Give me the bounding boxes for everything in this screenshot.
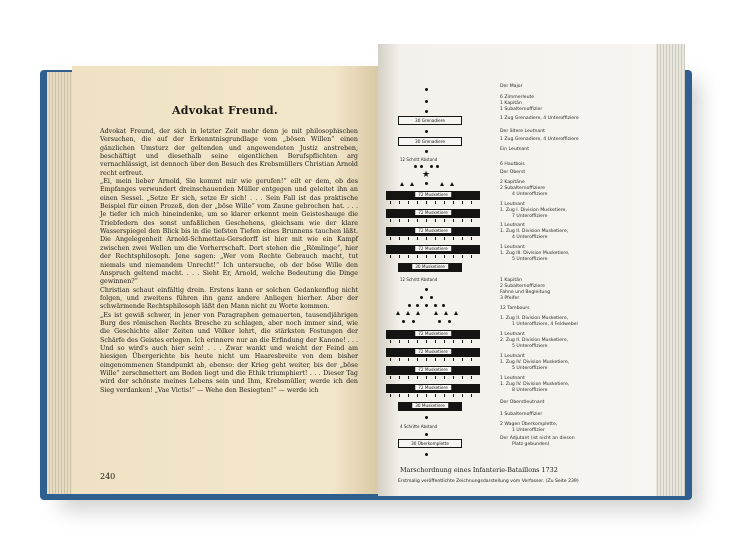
column-bar [386, 366, 480, 375]
legend-line: Der ältere Leutnant [500, 129, 545, 134]
marker-dot [402, 320, 405, 323]
bar-label: 30 Überkomplette [408, 441, 452, 446]
marker-dot [438, 320, 441, 323]
column-bar [386, 384, 480, 393]
column-bar [398, 116, 462, 125]
rank-ticks [390, 394, 476, 397]
distance-label: 4 Schritte Abstand [400, 424, 438, 429]
column-bar [386, 209, 480, 218]
marker-dot [436, 165, 439, 168]
bar-label: 30 Musketiere [412, 403, 448, 408]
rank-ticks [390, 219, 476, 222]
marker-dot [416, 304, 419, 307]
marker-dot [448, 320, 451, 323]
paragraph: „Es ist gewiß schwer, in jener von Paragraphen gemauerten, tausendjährigen Burg des römischen Rechts Bresche zu schlagen, aber noch immer sind, wie die Geschichte aller Zeiten und Völker lehrt, die stärksten Festungen der Schärfe des Geistes erlegen. Ich erinnere nur an die Erfindung der Kanone! . . . Und so wird's auch hier sein! . . . Zwar wankt und weicht der Feind am hiesigen Übergerichte bis heute nicht um Haaresbreite von dem bisher eingenommenen Standpunkt ab, ebenso: der Krieg geht weiter, bis der „böse Wille“ zerschmettert am Boden liegt und die Ethik triumphiert! . . . Dieser Tag wird der schönste meines Lebens sein und Ihm, Krebsmüller, werde ich den Sieg verdanken! „Vae Victis!“ — Wehe den Besiegten!“ — werde ich [100, 311, 358, 394]
legend-line: Ein Leutnant [500, 147, 530, 152]
officer-triangle-icon [406, 311, 410, 315]
legend-line: 7 Unteroffiziere [512, 214, 548, 219]
rank-ticks [390, 376, 476, 379]
commander-star-icon: ★ [422, 170, 431, 180]
legend-line: Der Oberst [500, 170, 526, 175]
legend-line: 3 Pfeifer [500, 296, 520, 301]
legend-line: 2 Wagen Überkomplette, [500, 422, 558, 427]
legend-line: 2. Zug II. Division Musketiere, [500, 338, 569, 343]
bar-label: 30 Grenadiere [412, 139, 448, 144]
bar-label: 30 Grenadiere [412, 118, 448, 123]
legend-line: 1. Zug IV. Division Musketiere, [500, 382, 570, 387]
legend-line: 2 Kapitäne [500, 180, 525, 185]
legend-line: 1 Kapitän [500, 101, 522, 106]
rank-ticks [390, 358, 476, 361]
legend-line: 1 Leutnant [500, 202, 525, 207]
legend-line: 1 Subalternoffizier [500, 107, 543, 112]
legend-line: Platz gebunden) [512, 442, 550, 447]
marker-dot [425, 100, 428, 103]
distance-label: 12 Schritt Abstand [400, 277, 438, 282]
officer-triangle-icon [444, 311, 448, 315]
column-bar [398, 402, 462, 411]
marker-dot [425, 304, 428, 307]
rank-ticks [390, 340, 476, 343]
bar-label: 72 Musketiere [415, 228, 451, 233]
marker-dot [430, 296, 433, 299]
rank-ticks [390, 255, 476, 258]
marker-dot [430, 165, 433, 168]
officer-triangle-icon [450, 182, 454, 186]
bar-label: 72 Musketiere [415, 192, 451, 197]
officer-triangle-icon [410, 182, 414, 186]
marker-dot [408, 304, 411, 307]
legend-line: Der Oberstleutnant [500, 400, 545, 405]
legend-line: 4 Unteroffiziere [512, 235, 548, 240]
rank-ticks [390, 237, 476, 240]
column-bar [386, 348, 480, 357]
officer-triangle-icon [440, 182, 444, 186]
legend-line: 1 Leutnant [500, 354, 525, 359]
marker-dot [425, 88, 428, 91]
figure-subcaption: Erstmalig veröffentlichte Zeichnungsdarstellung vom Verfasser. (Zu Seite 239) [398, 479, 579, 484]
marker-dot [425, 110, 428, 113]
column-bar [398, 263, 462, 272]
bar-label: 72 Musketiere [415, 246, 451, 251]
distance-label: 12 Schritt Abstand [400, 157, 438, 162]
marker-dot [420, 296, 423, 299]
marker-dot [425, 453, 428, 456]
right-page [378, 44, 656, 496]
bar-label: 72 Musketiere [415, 331, 451, 336]
marker-dot [425, 433, 428, 436]
legend-line: 5 Unteroffiziere [512, 344, 548, 349]
officer-triangle-icon [396, 311, 400, 315]
paragraph: „Ei, mein lieber Arnold, Sie kommt mir wie gerufen!“ eilt er dem, ob des Empfanges verwundert dreinschauenden Müller entgegen und geleitet ihn an einen Sessel. „Setze Er sich, setze Er sich! . . . Sein Fall ist das praktische Beispiel für einen Prozeß, den der „böse Wille“ vom Zaune gebrochen hat. . . . Je tiefer ich mich hineindenke, um so klarer erkennt mein Geisteshauge die Triebfedern des sonst unfaßlichen Geschehens, gleichsam wie der klare Wasserspiegel den Blick bis in die tiefsten Tiefen eines Brunnens tauchen läßt. Die Angelegenheit Arnold-Schmettau-Gersdorff ist hier mit wie ein Kampf zwischen zwei Wellen um die Vorherrschaft. Dort stehen die „Römlinge“, hier der Rechtsphilosoph. Jene sagen: „Wer vom Rechte Gebrauch macht, tut niemals und niemandem Unrecht!“ Ich untersuche, ob der böse Wille den Anspruch geltend macht. . . . Sieht Er, Arnold, welche Bedeutung die Dinge gewinnen?“ [100, 178, 358, 286]
column-bar [386, 330, 480, 339]
rank-ticks [390, 201, 476, 204]
left-page [72, 66, 378, 494]
body-text [100, 128, 358, 395]
legend-line: 8 Unteroffiziere [512, 388, 548, 393]
legend-line: 1 Zug Grenadiere, 4 Unteroffiziere [500, 137, 579, 142]
legend-line: 4 Unteroffiziere [512, 192, 548, 197]
column-bar [398, 137, 462, 146]
bar-label: 72 Musketiere [415, 210, 451, 215]
legend-line: Fahne und Begleitung [500, 290, 551, 295]
column-bar [386, 227, 480, 236]
marker-dot [425, 130, 428, 133]
page-edges-right [655, 44, 685, 496]
marker-dot [425, 182, 428, 185]
legend-line: 1 Leutnant [500, 223, 525, 228]
bar-label: 30 Musketiere [412, 264, 448, 269]
chapter-title: Advokat Freund. [171, 104, 279, 117]
officer-triangle-icon [400, 182, 404, 186]
legend-line: 1. Zug III. Division Musketiere, [500, 251, 570, 256]
marker-dot [434, 304, 437, 307]
marker-dot [420, 165, 423, 168]
legend-line: 1. Zug I. Division Musketiere, [500, 208, 567, 213]
paragraph: Advokat Freund, der sich in letzter Zeit mehr denn je mit philosophischen Versuchen, die auf der Erkenntnisgrundlage vom „bösen Willen“ einen gänzlichen Umsturz der geltenden und angewendeten Justiz anstreben, beschäftigt und diesethalb seine eigentlichen Berufspflichten arg vernachlässigt, ist dennoch über den Besuch des Krebsmüllers Christian Arnold recht erfreut. [100, 128, 358, 177]
marker-dot [425, 288, 428, 291]
legend-line: 1 Leutnant [500, 332, 525, 337]
column-bar [386, 191, 480, 200]
officer-triangle-icon [454, 311, 458, 315]
marker-dot [425, 416, 428, 419]
legend-line: 1 Subalternoffizier [500, 412, 543, 417]
page-number: 240 [100, 472, 116, 481]
legend-line: 1 Leutnant [500, 376, 525, 381]
legend-line: 2 Subalternoffiziere [500, 284, 545, 289]
legend-line: 6 Zimmerleute [500, 95, 535, 100]
figure-caption: Marschordnung eines Infanterie-Bataillons 1732 [400, 466, 558, 474]
legend-line: 6 Hautbois [500, 162, 525, 167]
marker-dot [414, 165, 417, 168]
legend-line: 1 Unteroffizier [512, 428, 545, 433]
legend-line: 1 Kapitän [500, 278, 522, 283]
legend-line: Der Major [500, 84, 523, 89]
marker-dot [425, 150, 428, 153]
legend-line: 1. Zug IV. Division Musketiere, [500, 360, 570, 365]
legend-line: 1 Leutnant [500, 245, 525, 250]
column-bar [398, 439, 462, 448]
legend-line: 5 Unteroffiziere [512, 366, 548, 371]
legend-line: 5 Unteroffiziere [512, 257, 548, 262]
legend-line: 1 Unteroffiziere, 4 Feldwebel [512, 322, 578, 327]
bar-label: 72 Musketiere [415, 367, 451, 372]
legend-line: 12 Tambours [500, 306, 530, 311]
marker-dot [442, 304, 445, 307]
legend-line: 1. Zug II. Division Musketiere, [500, 316, 569, 321]
officer-triangle-icon [434, 311, 438, 315]
bar-label: 72 Musketiere [415, 349, 451, 354]
legend-line: 2 Subalternoffiziere [500, 186, 545, 191]
paragraph: Christian schaut einfältig drein. Erstens kann er solchen Gedankenflug nicht folgen, und zweitens führen ihn ganz andere Anliegen hierher. Aber der schwärmende Rechtsphilosoph läßt den Mann nicht zu Worte kommen. [100, 286, 358, 311]
legend-line: 1 Zug Grenadiere, 4 Unteroffiziere [500, 116, 579, 121]
column-bar [386, 245, 480, 254]
marker-dot [412, 320, 415, 323]
legend-line: 1. Zug II. Division Musketiere, [500, 229, 569, 234]
officer-triangle-icon [416, 311, 420, 315]
legend-line: Der Adjutant (ist nicht an diesen [500, 436, 575, 441]
bar-label: 72 Musketiere [415, 385, 451, 390]
